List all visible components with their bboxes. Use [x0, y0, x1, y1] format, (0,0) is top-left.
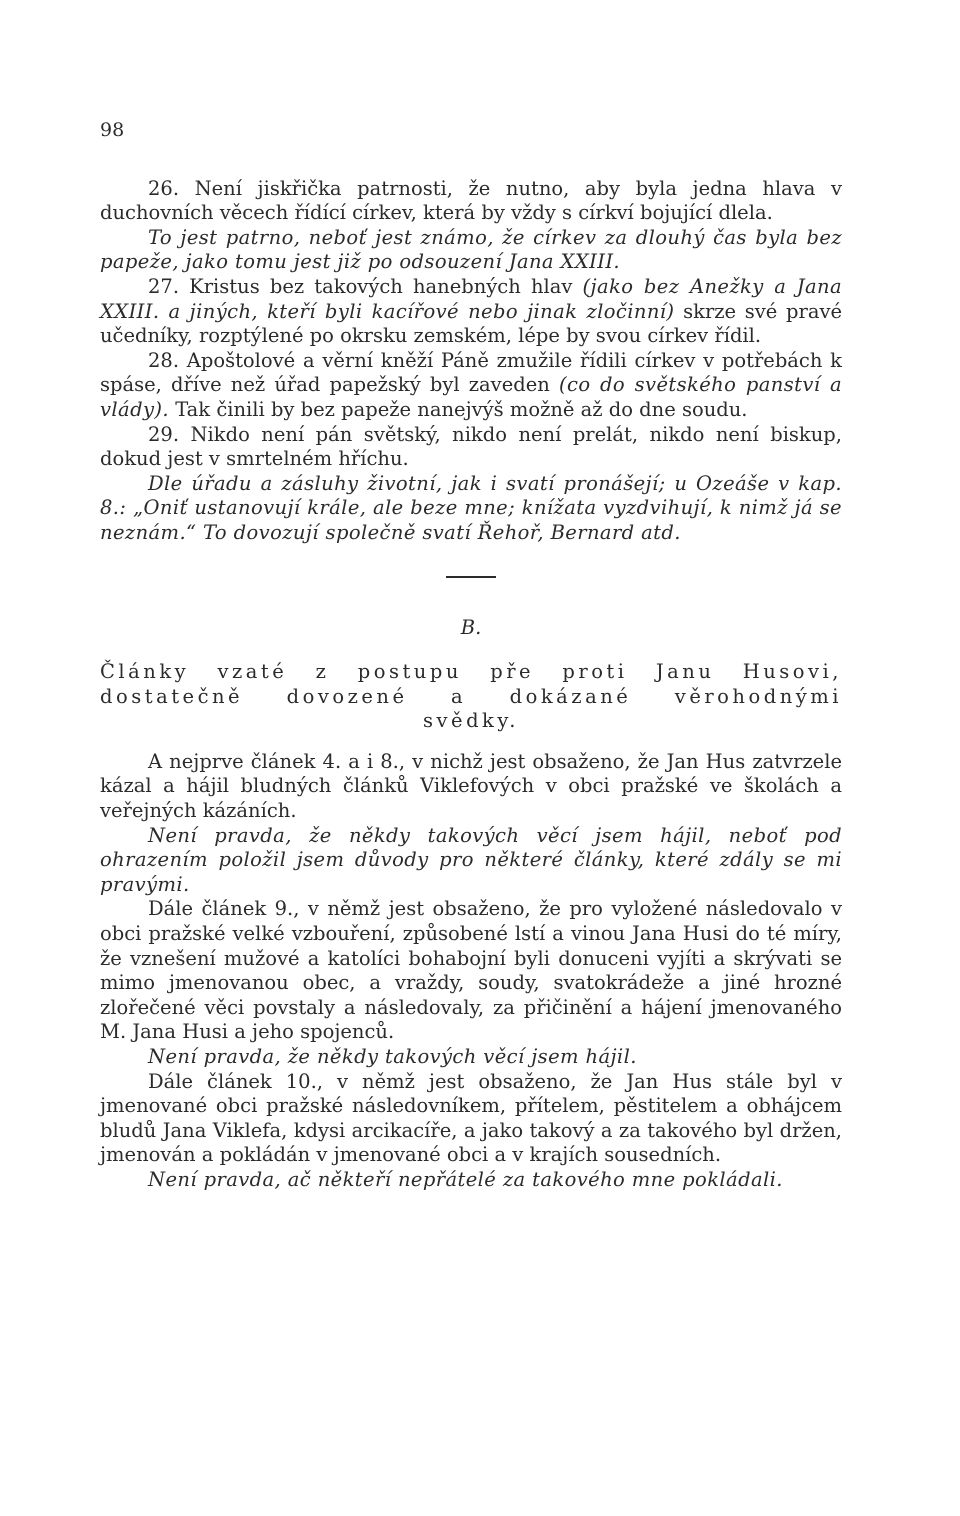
paragraph-26-note: [100, 226, 842, 275]
article-9-text: Dále článek 9., v němž jest obsaženo, že pro vyložené následovalo v obci pražské velké vzbouření, způsobené lstí a vinou Jana Husi do té míry, že vznešení mužové a katolíci bohabojní byli donuceni vyjíti a skrývati se mimo jmenovanou obec, a vraždy, soudy, svatokrádeže a jiné hrozné zlořečené věci povstaly a následovaly, za přičinění a hájení jmenovaného M. Jana Husi a jeho spojenců.: [100, 897, 842, 1044]
paragraph-29: [100, 423, 842, 472]
paragraph-27-italic: (jako bez Anežky a Jana XXIII. a jiných, kteří byli kacířové nebo jinak zločinní): [100, 274, 842, 323]
paragraph-28-italic: (co do světského panství a vlády).: [100, 373, 842, 421]
article-10-text: Dále článek 10., v němž jest obsaženo, že Jan Hus stále byl v jmenované obci pražské následovníkem, přítelem, pěstitelem a obhájcem bludů Jana Viklefa, kdysi arcikacíře, a jako takový a za takového byl držen, jmenován a pokládán v jmenované obci a v krajích sousedních.: [100, 1069, 842, 1167]
paragraph-26-italic: To jest patrno, neboť jest známo, že církev za dlouhý čas byla bez papeže, jako tomu jest již po odsouzení Jana XXIII.: [100, 225, 842, 274]
article-9-italic: Není pravda, že někdy takových věcí jsem hájil.: [148, 1045, 637, 1068]
article-4-8-italic: Není pravda, že někdy takových věcí jsem hájil, neboť pod ohrazením položil jsem důvody pro některé články, které zdály se mi pravými.: [100, 823, 842, 896]
article-9-reply: [100, 1045, 842, 1070]
section-heading: Články vzaté z postupu pře proti Janu Husovi, dostatečně dovozené a dokázané věrohodnými svědky.: [100, 660, 842, 733]
paragraph-28-end: Tak činili by bez papeže nanejvýš možně až do dne soudu.: [175, 397, 748, 421]
article-10-reply: [100, 1168, 842, 1193]
article-10: [100, 1070, 842, 1168]
paragraph-26: [100, 177, 842, 226]
paragraph-26-text: 26. Není jiskřička patrnosti, že nutno, aby byla jedna hlava v duchovních věcech řídící církev, která by vždy s církví bojující dlela.: [100, 176, 842, 225]
paragraph-28-start: 28. Apoštolové a věrní kněží Páně zmužile řídili církev v potřebách k spáse, dříve než úřad papežský byl zaveden: [100, 348, 842, 397]
article-4-8: [100, 750, 842, 824]
page-number: 98: [100, 119, 125, 141]
section-divider: [446, 576, 496, 578]
article-4-8-text: A nejprve článek 4. a i 8., v nichž jest obsaženo, že Jan Hus zatvrzele kázal a hájil bludných článků Viklefových v obci pražské ve školách a veřejných kázáních.: [100, 749, 842, 823]
article-4-8-reply: [100, 824, 842, 898]
section-letter: B.: [460, 615, 482, 639]
paragraph-27-start: 27. Kristus bez takových hanebných hlav: [148, 274, 573, 298]
page-content: [100, 118, 842, 1193]
paragraph-29-italic: Dle úřadu a zásluhy životní, jak i svatí pronášejí; u Ozeáše v kap. 8.: „Oniť ustanovují krále, ale beze mne; knížata vyzdvihují, k nimž já se neznám.“ To dovozují společně svatí Řehoř, Bernard atd.: [100, 471, 842, 544]
paragraph-29-note: [100, 472, 842, 546]
article-9: [100, 897, 842, 1045]
paragraph-28: [100, 349, 842, 423]
paragraph-27-end: skrze své pravé učedníky, rozptýlené po okrsku zemském, lépe by svou církev řídil.: [100, 299, 843, 348]
paragraph-27: [100, 275, 842, 349]
paragraph-29-text: 29. Nikdo není pán světský, nikdo není prelát, nikdo není biskup, dokud jest v smrtelném hříchu.: [100, 422, 842, 471]
article-10-italic: Není pravda, ač někteří nepřátelé za takového mne pokládali.: [148, 1167, 783, 1191]
